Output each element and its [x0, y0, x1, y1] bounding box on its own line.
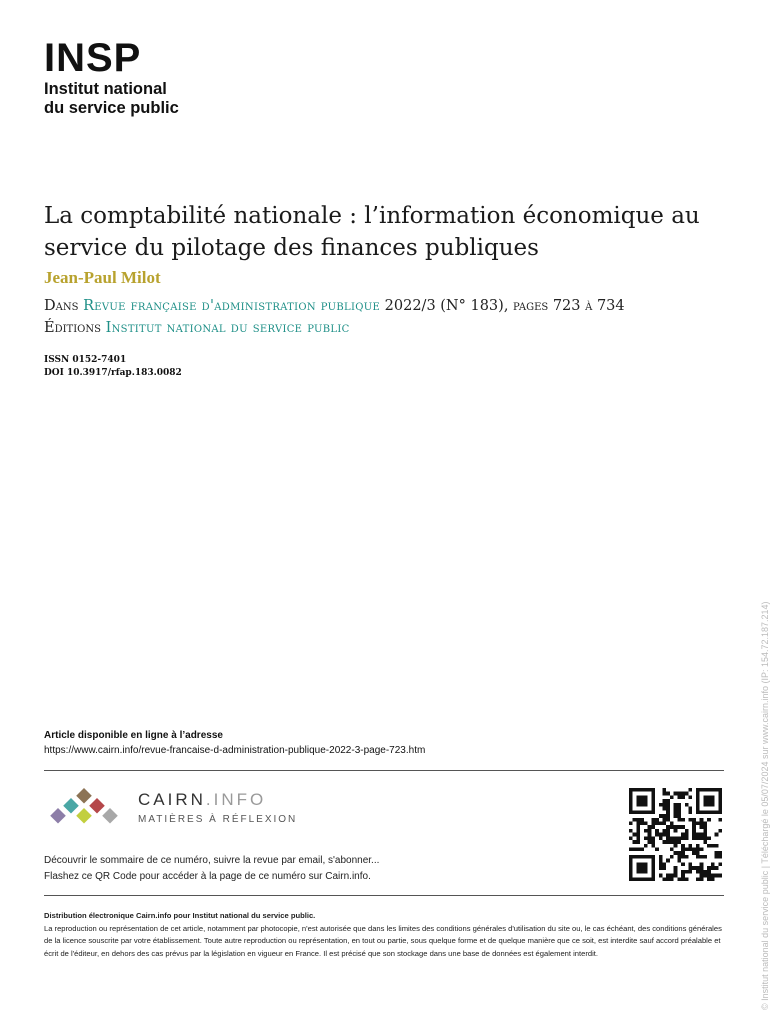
- issue-number: 2022/3 (N° 183): [384, 298, 504, 314]
- legal-notice: [44, 910, 724, 960]
- doi: DOI 10.3917/rfap.183.0082: [44, 368, 182, 378]
- issn: ISSN 0152-7401: [44, 355, 127, 365]
- cairn-tagline: MATIÈRES À RÉFLEXION: [138, 814, 298, 825]
- download-watermark: © Institut national du service public | Téléchargé le 05/07/2024 sur www.cairn.info (IP: 154.72.187.214): [760, 601, 770, 1010]
- logo-acronym: INSP: [44, 36, 142, 80]
- discover-line-2: Flashez ce QR Code pour accéder à la page de ce numéro sur Cairn.info.: [44, 871, 371, 882]
- article-author[interactable]: Jean-Paul Milot: [44, 268, 161, 287]
- identifiers: [44, 354, 182, 380]
- article-title: La comptabilité nationale : l’information économique au service du pilotage des finances publiques: [44, 203, 700, 261]
- divider: [44, 895, 724, 896]
- discover-text: [44, 853, 379, 885]
- article-url-link[interactable]: https://www.cairn.info/revue-francaise-d-administration-publique-2022-3-page-723.htm: [44, 745, 426, 756]
- legal-body: La reproduction ou représentation de cet article, notamment par photocopie, n'est autorisée que dans les limites des conditions générales d'utilisation du site ou, le cas échéant, des conditions générales de la licence souscrite par votre établissement. Toute autre reproduction ou représentation, en tout ou partie, sous quelque forme et de quelque manière que ce soit, est interdite sauf accord préalable et écrit de l'éditeur, en dehors des cas prévus par la législation en vigueur en France. Il est précisé que son stockage dans une base de données est également interdit.: [44, 923, 722, 958]
- journal-link[interactable]: Revue française d'administration publique: [83, 298, 381, 314]
- legal-heading: Distribution électronique Cairn.info pour Institut national du service public.: [44, 911, 316, 920]
- cairn-logo-tiles: [50, 788, 118, 824]
- discover-line-1: Découvrir le sommaire de ce numéro, suivre la revue par email, s'abonner...: [44, 855, 380, 866]
- dans-label: Dans: [44, 298, 79, 314]
- divider: [44, 770, 724, 771]
- qr-code-icon[interactable]: [627, 788, 724, 881]
- cairn-name-suffix: .INFO: [205, 790, 267, 809]
- logo-line-1: Institut national: [44, 80, 167, 98]
- availability-heading: Article disponible en ligne à l’adresse: [44, 730, 223, 741]
- editions-label: Éditions: [44, 320, 101, 336]
- page-range: , pages 723 à 734: [503, 298, 625, 314]
- publisher-link[interactable]: Institut national du service public: [105, 320, 350, 336]
- journal-line: [44, 298, 744, 314]
- logo-line-2: du service public: [44, 99, 179, 117]
- insp-logo: [44, 36, 179, 118]
- cairn-name-main: CAIRN: [138, 790, 206, 809]
- cairn-wordmark: [138, 790, 266, 810]
- cairn-logo-icon[interactable]: [42, 784, 128, 836]
- availability-block: [44, 728, 425, 758]
- publisher-line: [44, 320, 744, 336]
